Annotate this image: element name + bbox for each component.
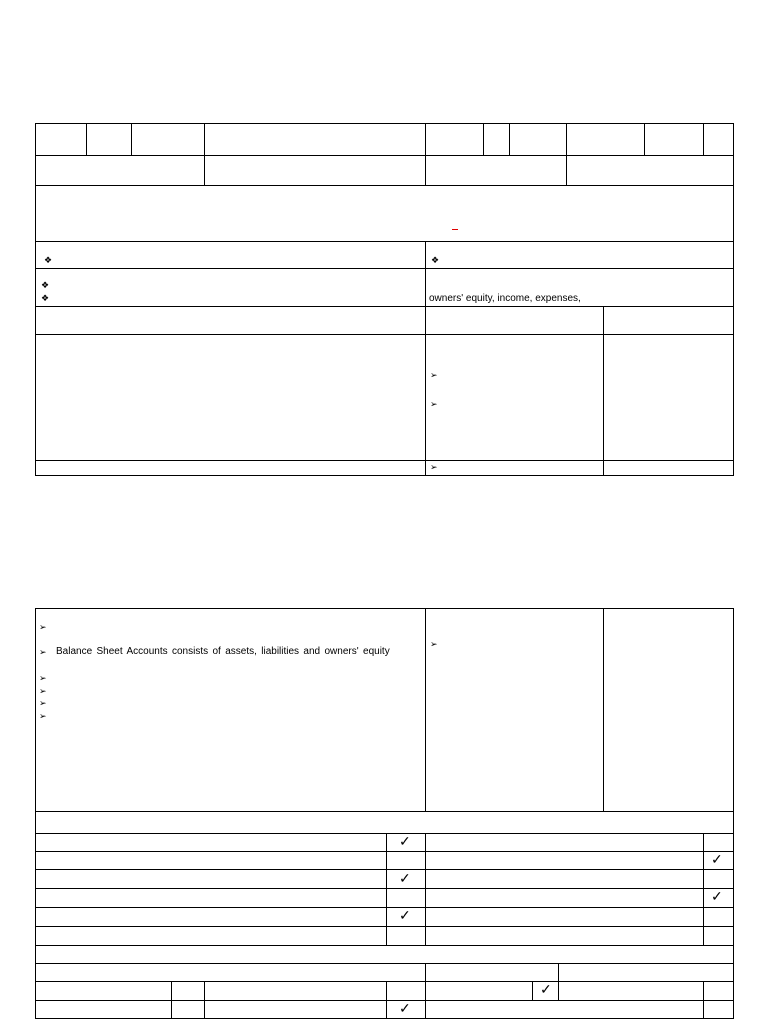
upper-table-row-divider (35, 460, 734, 461)
upper-table (35, 123, 734, 476)
upper-table-row-divider (35, 185, 734, 186)
upper-table-cell-divider (509, 123, 510, 155)
upper-table-cell-divider (703, 123, 704, 155)
lower-table-row-divider (35, 869, 734, 870)
arrow-bullet-icon: ➢ (430, 462, 438, 472)
check-mark-icon: ✓ (711, 888, 723, 904)
diamond-bullet-icon: ❖ (41, 280, 50, 290)
diamond-bullet-icon: ❖ (44, 255, 53, 265)
lower-table (35, 608, 734, 1019)
upper-table-cell-divider (131, 123, 132, 155)
checklist-column-divider (425, 963, 426, 1019)
arrow-bullet-icon: ➢ (39, 622, 47, 632)
upper-table-row-divider (35, 306, 734, 307)
upper-table-row-divider (35, 241, 734, 242)
lower-table-row-divider (35, 981, 734, 982)
arrow-bullet-icon: ➢ (39, 647, 47, 657)
lower-table-row-divider (35, 811, 734, 812)
arrow-bullet-icon: ➢ (39, 686, 47, 696)
upper-table-column-divider (425, 241, 426, 476)
check-mark-icon: ✓ (540, 981, 552, 997)
checklist-column-divider (386, 833, 387, 945)
check-mark-icon: ✓ (399, 870, 411, 886)
arrow-bullet-icon: ➢ (430, 370, 438, 380)
checklist-column-divider (558, 963, 559, 1000)
lower-table-column-divider (425, 608, 426, 811)
upper-table-cell-divider (644, 123, 645, 155)
checklist-column-divider (425, 833, 426, 945)
balance-sheet-text: Balance Sheet Accounts consists of assets, liabilities and owners' equity (56, 646, 390, 657)
upper-table-cell-divider (483, 123, 484, 155)
arrow-bullet-icon: ➢ (39, 711, 47, 721)
upper-table-row-divider (35, 268, 734, 269)
checklist-column-divider (386, 981, 387, 1019)
upper-table-row-divider (35, 334, 734, 335)
check-mark-icon: ✓ (399, 833, 411, 849)
checklist-column-divider (703, 833, 704, 945)
upper-table-column-divider (603, 306, 604, 476)
diamond-bullet-icon: ❖ (431, 255, 440, 265)
checklist-column-divider (204, 981, 205, 1019)
checklist-column-divider (703, 981, 704, 1019)
lower-table-row-divider (35, 851, 734, 852)
diamond-bullet-icon: ❖ (41, 293, 50, 303)
upper-table-cell-divider (204, 123, 205, 185)
checklist-column-divider (171, 981, 172, 1019)
upper-table-cell-divider (566, 123, 567, 185)
check-mark-icon: ✓ (399, 1000, 411, 1016)
lower-table-row-divider (35, 833, 734, 834)
upper-table-cell-divider (86, 123, 87, 155)
lower-table-row-divider (35, 907, 734, 908)
lower-table-row-divider (35, 963, 734, 964)
lower-table-row-divider (35, 945, 734, 946)
checklist-column-divider (532, 981, 533, 1000)
check-mark-icon: ✓ (711, 851, 723, 867)
red-mark (452, 229, 458, 230)
arrow-bullet-icon: ➢ (430, 399, 438, 409)
upper-table-row-divider (35, 155, 734, 156)
lower-table-row-divider (35, 888, 734, 889)
equity-text: owners' equity, income, expenses, (429, 293, 581, 304)
arrow-bullet-icon: ➢ (430, 639, 438, 649)
lower-table-row-divider (35, 926, 734, 927)
arrow-bullet-icon: ➢ (39, 698, 47, 708)
arrow-bullet-icon: ➢ (39, 673, 47, 683)
check-mark-icon: ✓ (399, 907, 411, 923)
lower-table-row-divider (35, 1000, 734, 1001)
lower-table-column-divider (603, 608, 604, 811)
upper-table-cell-divider (425, 123, 426, 185)
